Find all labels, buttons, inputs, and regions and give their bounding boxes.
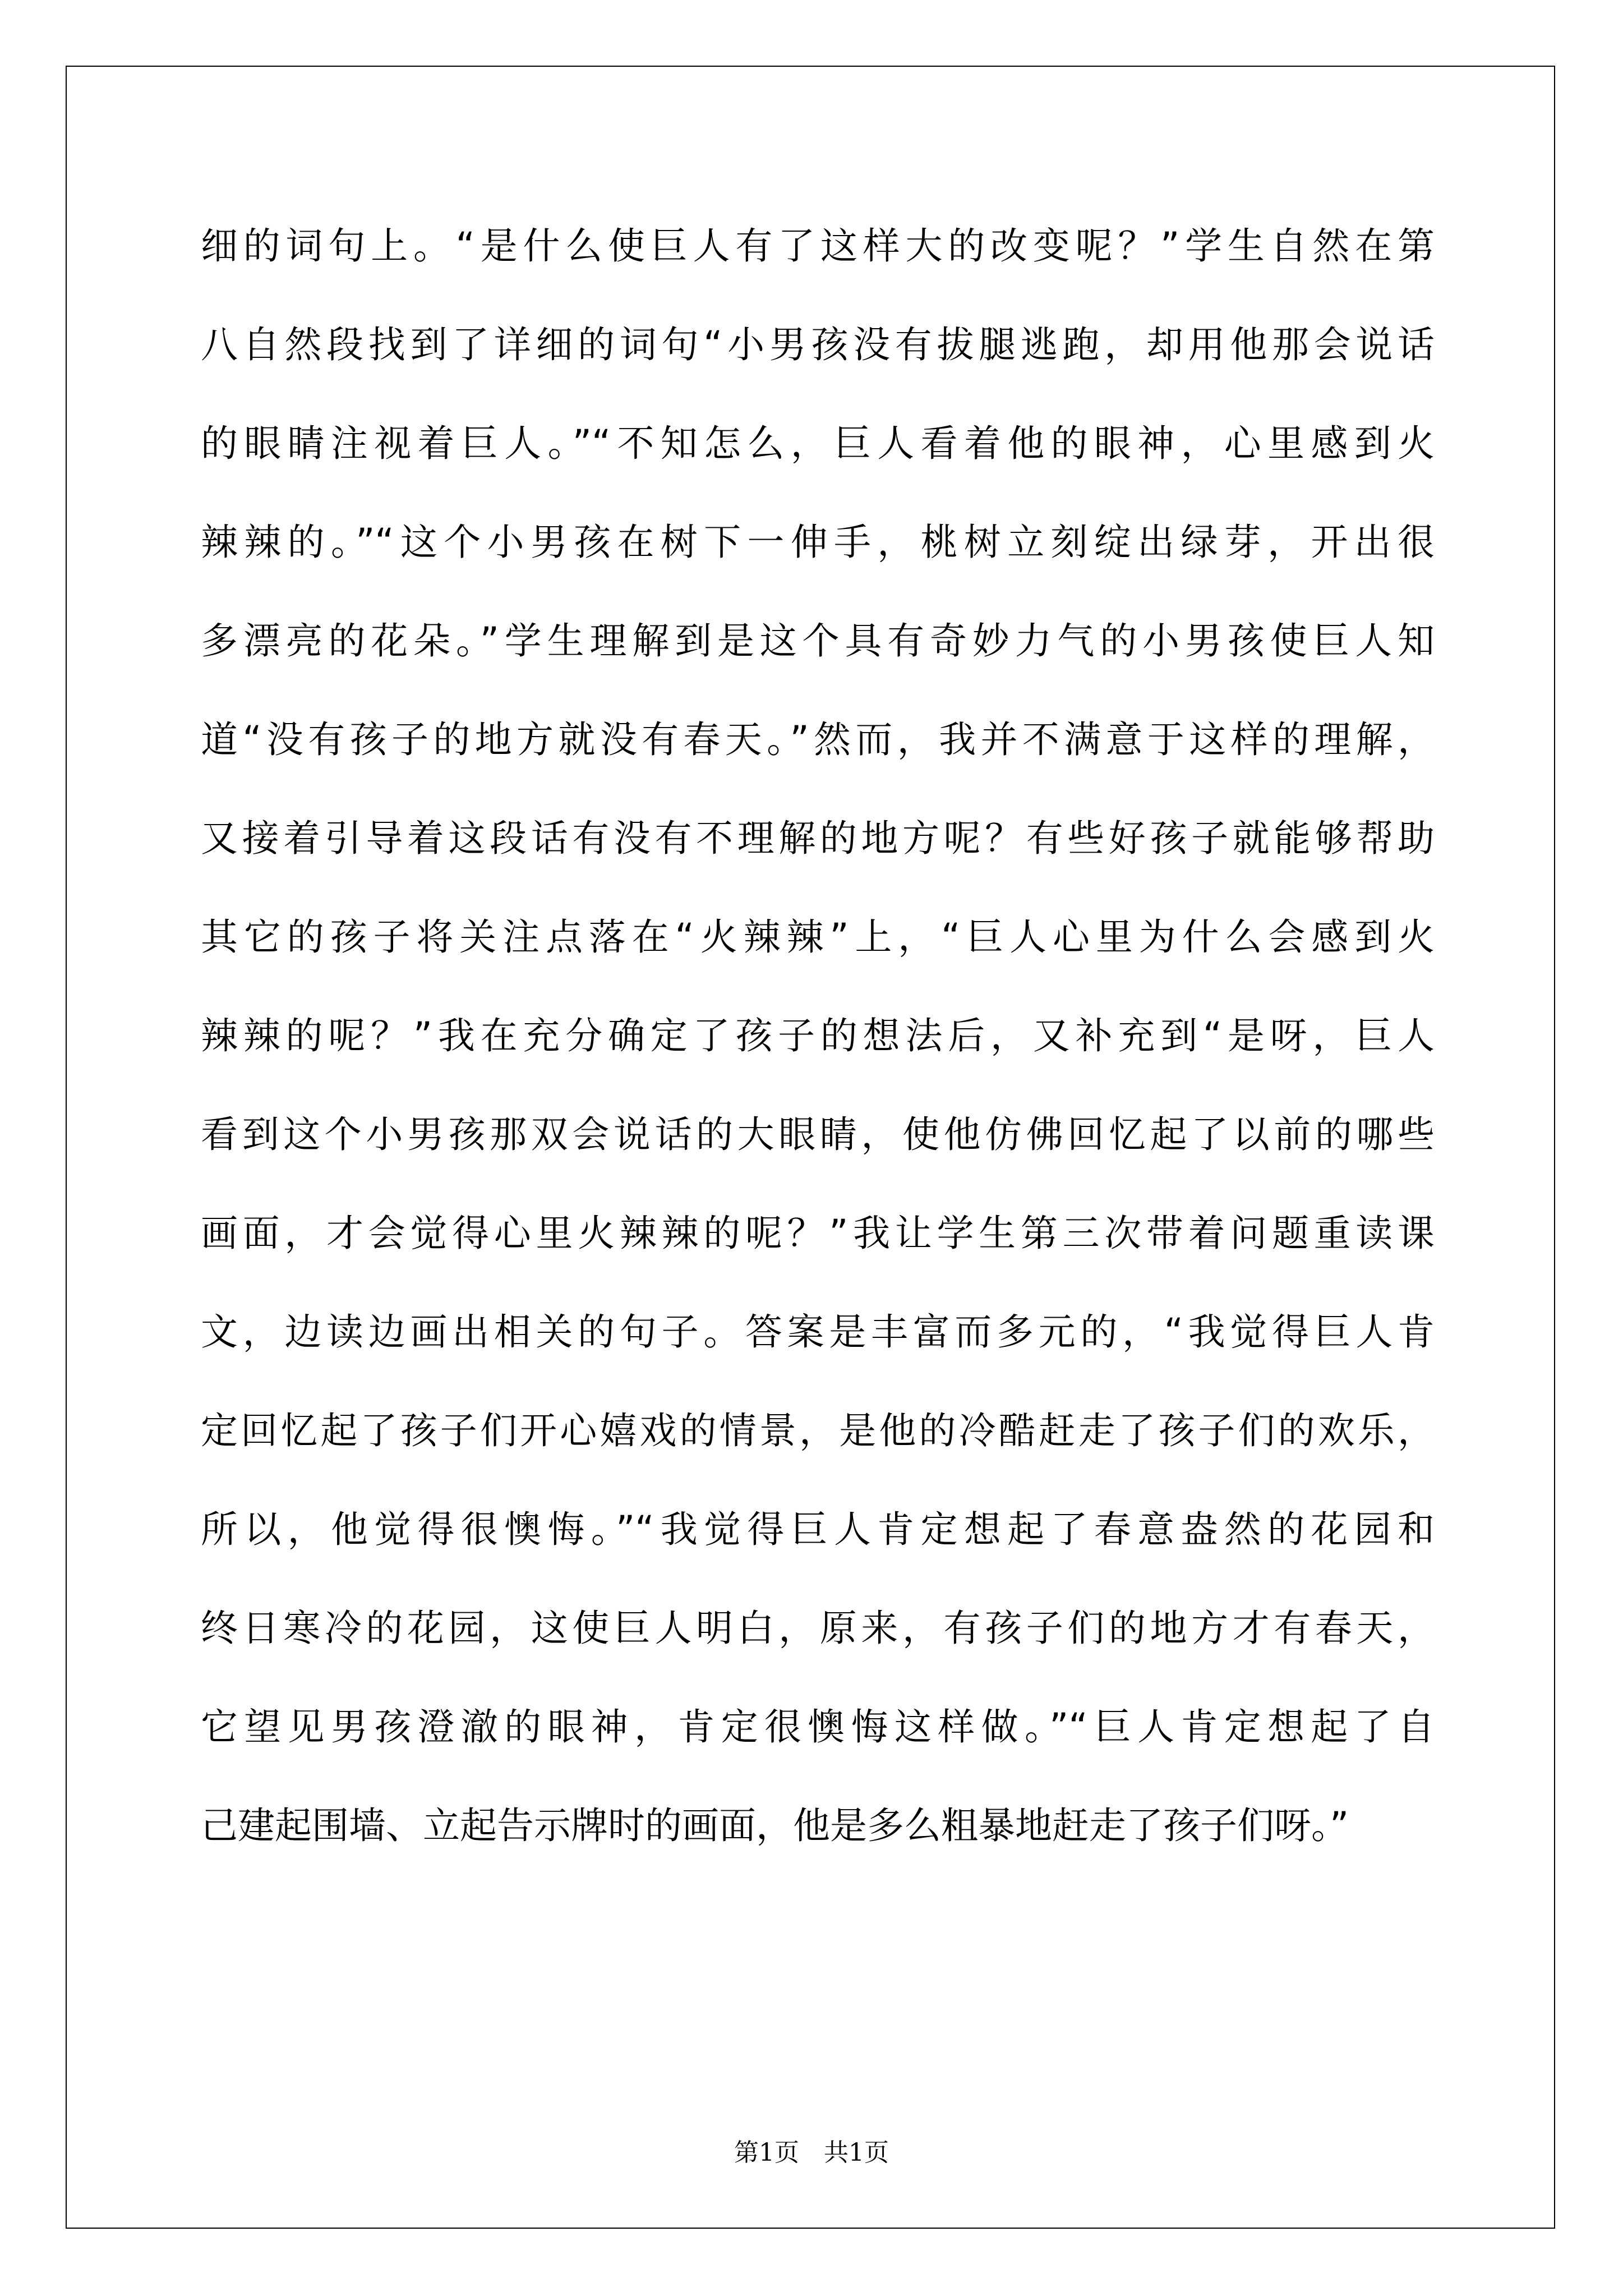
text-line: 多漂亮的花朵。”学生理解到是这个具有奇妙力气的小男孩使巨人知: [201, 619, 1435, 662]
text-line: 终日寒冷的花园，这使巨人明白，原来，有孩子们的地方才有春天，: [201, 1607, 1435, 1650]
text-line: 文，边读边画出相关的句子。答案是丰富而多元的，“我觉得巨人肯: [201, 1310, 1435, 1354]
text-line: 的眼睛注视着巨人。”“不知怎么，巨人看着他的眼神，心里感到火: [201, 422, 1435, 465]
text-line: 道“没有孩子的地方就没有春天。”然而，我并不满意于这样的理解，: [201, 718, 1435, 761]
text-line: 所以，他觉得很懊悔。”“我觉得巨人肯定想起了春意盎然的花园和: [201, 1508, 1435, 1551]
text-line: 看到这个小男孩那双会说话的大眼睛，使他仿佛回忆起了以前的哪些: [201, 1113, 1435, 1156]
text-line: 定回忆起了孩子们开心嬉戏的情景，是他的冷酷赶走了孩子们的欢乐，: [201, 1409, 1435, 1452]
page-footer: [0, 2136, 1623, 2170]
text-line: 又接着引导着这段话有没有不理解的地方呢？有些好孩子就能够帮助: [201, 817, 1435, 860]
page-number: 第1页: [734, 2138, 799, 2167]
text-line: 画面，才会觉得心里火辣辣的呢？”我让学生第三次带着问题重读课: [201, 1212, 1435, 1255]
text-line: 其它的孩子将关注点落在“火辣辣”上，“巨人心里为什么会感到火: [201, 915, 1435, 959]
document-body: [201, 210, 1435, 1888]
text-line: 辣辣的呢？”我在充分确定了孩子的想法后，又补充到“是呀，巨人: [201, 1014, 1435, 1057]
text-line: 它望见男孩澄澈的眼神，肯定很懊悔这样做。”“巨人肯定想起了自: [201, 1705, 1435, 1749]
text-line: 细的词句上。“是什么使巨人有了这样大的改变呢？”学生自然在第: [201, 224, 1435, 268]
text-line: 己建起围墙、立起告示牌时的画面，他是多么粗暴地赶走了孩子们呀。”: [201, 1804, 1349, 1847]
text-line: 八自然段找到了详细的词句“小男孩没有拔腿逃跑，却用他那会说话: [201, 323, 1435, 366]
page-total: 共1页: [824, 2138, 889, 2167]
text-line: 辣辣的。”“这个小男孩在树下一伸手，桃树立刻绽出绿芽，开出很: [201, 521, 1435, 564]
